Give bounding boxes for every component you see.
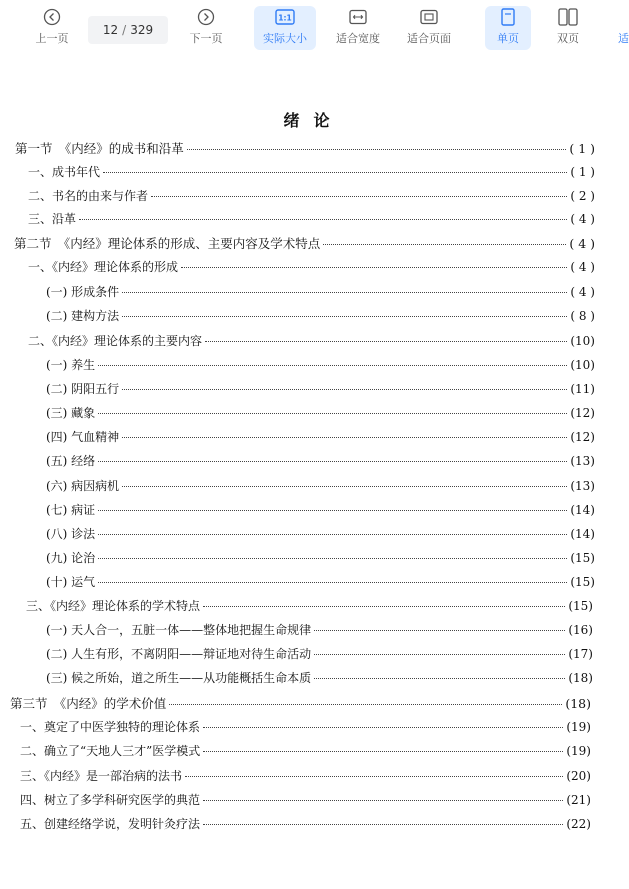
toc-entry-page: ( 4 ) [569, 236, 595, 251]
toc-entry-page: (13) [570, 454, 595, 468]
toc-leader-dots [314, 630, 565, 631]
toc-entry[interactable] [28, 187, 595, 205]
toc-entry[interactable] [46, 573, 595, 591]
toc-entry[interactable] [46, 549, 595, 567]
document-page [0, 58, 627, 889]
toc-entry-page: (14) [570, 503, 595, 517]
fit-page-button[interactable] [400, 6, 458, 50]
toc-leader-dots [203, 606, 565, 607]
toc-entry-title: (三) 藏象 [46, 406, 96, 420]
toc-entry-title: 三、《内经》理论体系的学术特点 [26, 599, 201, 613]
toc-entry-title: (三) 候之所始，道之所生——从功能概括生命本质 [46, 671, 312, 685]
toc-entry[interactable] [46, 307, 595, 325]
double-page-label: 双页 [557, 32, 579, 45]
toc-entry-page: (12) [570, 406, 595, 420]
toc-entry[interactable] [14, 234, 595, 252]
toc-leader-dots [187, 149, 567, 150]
toc-entry[interactable] [46, 621, 593, 639]
toc-entry-title: (七) 病证 [46, 503, 96, 517]
toc-leader-dots [122, 486, 567, 487]
toc-entry-page: (22) [566, 817, 591, 831]
chevron-right-circle-icon [197, 6, 215, 28]
toc-entry-title: 一、奠定了中医学独特的理论体系 [20, 720, 201, 734]
page-separator: / [122, 23, 127, 37]
toc-entry[interactable] [20, 718, 591, 736]
toc-entry-title: 三、沿革 [28, 212, 77, 226]
toc-leader-dots [122, 316, 567, 317]
toc-entry[interactable] [20, 742, 591, 760]
toc-entry-title: (一) 养生 [46, 358, 96, 372]
overflow-button[interactable] [618, 6, 627, 50]
fit-width-icon [349, 6, 367, 28]
toc-entry-page: (10) [570, 334, 595, 348]
toc-entry[interactable] [46, 669, 593, 687]
toc-entry-title: 二、《内经》理论体系的主要内容 [28, 334, 203, 348]
toc-entry-title: (二) 人生有形，不离阴阳——辩证地对待生命活动 [46, 647, 312, 661]
toc-leader-dots [203, 800, 563, 801]
current-page-input[interactable]: 12 [102, 23, 119, 37]
toc-entry-page: ( 1 ) [569, 141, 595, 156]
toc-entry-page: (10) [570, 358, 595, 372]
toc-leader-dots [98, 558, 567, 559]
single-page-label: 单页 [497, 32, 519, 45]
toc-leader-dots [203, 727, 563, 728]
toc-leader-dots [314, 654, 565, 655]
toc-entry-page: (18) [565, 696, 591, 711]
toc-entry[interactable] [28, 163, 595, 181]
toc-entry[interactable] [28, 332, 595, 350]
toc-leader-dots [181, 267, 567, 268]
toc-entry[interactable] [46, 380, 595, 398]
toc-entry-title: (六) 病因病机 [46, 479, 120, 493]
toc-entry-title: 第三节 《内经》的学术价值 [10, 696, 167, 711]
actual-size-label: 实际大小 [263, 32, 307, 45]
toc-entry-page: ( 8 ) [570, 309, 595, 323]
toc-entry-title: (二) 阴阳五行 [46, 382, 120, 396]
chevron-left-circle-icon [43, 6, 61, 28]
toc-entry-title: 第二节 《内经》理论体系的形成、主要内容及学术特点 [14, 236, 321, 251]
toc-entry-page: (12) [570, 430, 595, 444]
toc-entry-page: (11) [570, 382, 595, 396]
toc-entry-page: (15) [570, 551, 595, 565]
toc-entry-page: ( 4 ) [570, 260, 595, 274]
toc-entry[interactable] [20, 767, 591, 785]
toc-leader-dots [205, 341, 567, 342]
toc-leader-dots [122, 292, 567, 293]
toc-entry-page: ( 4 ) [570, 285, 595, 299]
toc-leader-dots [314, 678, 565, 679]
toc-entry[interactable] [46, 283, 595, 301]
toc-entry[interactable] [46, 356, 595, 374]
toc-entry-title: (一) 天人合一，五脏一体——整体地把握生命规律 [46, 623, 312, 637]
toc-leader-dots [185, 776, 563, 777]
toc-leader-dots [323, 244, 566, 245]
fit-page-label: 适合页面 [407, 32, 451, 45]
toc-entry[interactable] [20, 791, 591, 809]
toc-leader-dots [79, 219, 567, 220]
fit-width-label: 适合宽度 [336, 32, 380, 45]
toc-entry-title: 第一节 《内经》的成书和沿革 [15, 141, 184, 156]
toc-leader-dots [98, 582, 567, 583]
toc-entry-page: (20) [566, 769, 591, 783]
overflow-label: 适 [618, 32, 629, 45]
next-page-label: 下一页 [189, 32, 223, 45]
double-page-button[interactable] [546, 6, 590, 50]
toc-entry-title: 五、创建经络学说，发明针灸疗法 [20, 817, 201, 831]
toc-entry-page: ( 2 ) [570, 189, 595, 203]
toc-entry[interactable] [46, 525, 595, 543]
toc-entry[interactable] [15, 139, 595, 157]
toc-entry-title: (九) 论治 [46, 551, 96, 565]
toc-entry-title: (十) 运气 [46, 575, 96, 589]
toc-entry-title: (八) 诊法 [46, 527, 96, 541]
toc-entry[interactable] [28, 210, 595, 228]
toc-entry-page: (14) [570, 527, 595, 541]
toc-leader-dots [169, 704, 562, 705]
toc-entry[interactable] [46, 452, 595, 470]
toc-entry[interactable] [46, 404, 595, 422]
toc-entry[interactable] [46, 477, 595, 495]
toc-leader-dots [122, 389, 567, 390]
actual-size-icon [275, 6, 295, 28]
toc-leader-dots [122, 437, 567, 438]
toc-entry-page: (16) [568, 623, 593, 637]
next-page-button[interactable] [184, 6, 228, 50]
toc-entry[interactable] [46, 428, 595, 446]
single-page-icon [501, 6, 515, 28]
fit-width-button[interactable] [330, 6, 386, 50]
toc-entry-page: (19) [566, 744, 591, 758]
toc-entry-title: 二、确立了“天地人三才”医学模式 [20, 744, 201, 758]
actual-size-button[interactable] [254, 6, 316, 50]
toc-entry[interactable] [46, 501, 595, 519]
toc-entry-page: (15) [568, 599, 593, 613]
toc-entry[interactable] [26, 597, 593, 615]
toc-entry-title: (四) 气血精神 [46, 430, 120, 444]
toc-entry-title: 三、《内经》是一部治病的法书 [20, 769, 183, 783]
prev-page-button[interactable] [30, 6, 74, 50]
toc-leader-dots [98, 510, 567, 511]
toc-entry-page: (18) [568, 671, 593, 685]
toc-entry-title: 二、书名的由来与作者 [28, 189, 149, 203]
total-pages: 329 [130, 23, 154, 37]
toc-leader-dots [98, 461, 567, 462]
toc-entry-title: 一、《内经》理论体系的形成 [28, 260, 179, 274]
toc-leader-dots [103, 172, 567, 173]
toc-entry-page: (19) [566, 720, 591, 734]
toc-entry-page: (15) [570, 575, 595, 589]
page-title: 绪论 [283, 111, 344, 130]
toc-entry-page: (13) [570, 479, 595, 493]
toc-leader-dots [203, 824, 563, 825]
toc-entry[interactable] [20, 815, 591, 833]
toc-entry-page: ( 1 ) [570, 165, 595, 179]
svg-text:1:1: 1:1 [278, 13, 292, 23]
page-number-field[interactable] [88, 16, 168, 44]
prev-page-label: 上一页 [35, 32, 69, 45]
toc-entry-page: (21) [566, 793, 591, 807]
toc-leader-dots [151, 196, 567, 197]
toc-leader-dots [98, 365, 567, 366]
toc-leader-dots [203, 751, 563, 752]
toc-leader-dots [98, 534, 567, 535]
toc-leader-dots [98, 413, 567, 414]
single-page-button[interactable] [485, 6, 531, 50]
toc-entry[interactable] [46, 645, 593, 663]
toc-entry-title: (五) 经络 [46, 454, 96, 468]
viewer-toolbar [0, 0, 627, 58]
toc-entry-title: 四、树立了多学科研究医学的典范 [20, 793, 201, 807]
toc-entry[interactable] [10, 694, 591, 712]
fit-page-icon [420, 6, 438, 28]
toc-entry-page: ( 4 ) [570, 212, 595, 226]
toc-entry-page: (17) [568, 647, 593, 661]
toc-entry-title: (一) 形成条件 [46, 285, 120, 299]
toc-entry-title: (二) 建构方法 [46, 309, 120, 323]
toc-entry-title: 一、成书年代 [28, 165, 101, 179]
double-page-icon [558, 6, 578, 28]
toc-entry[interactable] [28, 258, 595, 276]
